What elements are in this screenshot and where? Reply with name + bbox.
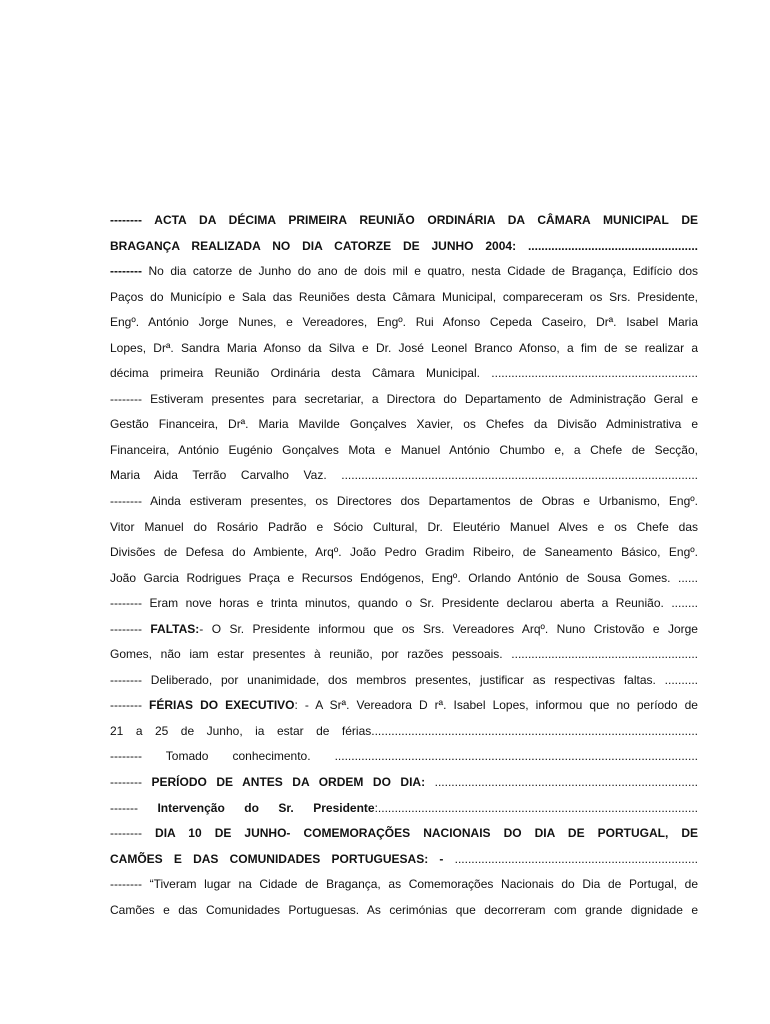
text-run: Vitor Manuel do Rosário Padrão e Sócio Cultural, Dr. Eleutério Manuel Alves e os Chefe das (110, 519, 698, 534)
text-line (110, 719, 698, 745)
text-line (110, 847, 698, 873)
text-run: -------- Deliberado, por unanimidade, dos membros presentes, justificar as respectivas faltas. .......... (110, 672, 698, 687)
text-run: - O Sr. Presidente informou que os Srs. Vereadores Arqº. Nuno Cristovão e Jorge (199, 621, 698, 636)
text-line (110, 336, 698, 362)
text-run: Divisões de Defesa do Ambiente, Arqº. João Pedro Gradim Ribeiro, de Saneamento Básico, Engº. (110, 545, 698, 560)
text-run: Financeira, António Eugénio Gonçalves Mota e Manuel António Chumbo e, a Chefe de Secção, (110, 442, 698, 457)
text-run: -------- (110, 775, 152, 790)
text-line (110, 234, 698, 260)
opening-paragraph (110, 259, 698, 387)
text-run: Camões e das Comunidades Portuguesas. As cerimónias que decorreram com grande dignidade e (110, 902, 698, 917)
opening-time-paragraph (110, 591, 698, 617)
text-run: ............................................................................... (425, 775, 698, 790)
text-run: 21 a 25 de Junho, ia estar de férias.................................................................................................. (110, 723, 698, 738)
text-line (110, 642, 698, 668)
secretaries-paragraph (110, 387, 698, 489)
text-line (110, 566, 698, 592)
bold-text: DIA 10 DE JUNHO- COMEMORAÇÕES NACIONAIS DO DIA DE PORTUGAL, DE (155, 826, 698, 841)
text-run: No dia catorze de Junho do ano de dois mil e quatro, nesta Cidade de Bragança, Edifício dos (141, 264, 698, 279)
deliberado-paragraph (110, 668, 698, 694)
tiveram-paragraph (110, 872, 698, 923)
text-line (110, 693, 698, 719)
text-run: -------- (110, 621, 151, 636)
text-line (110, 259, 698, 285)
directors-paragraph (110, 489, 698, 591)
bold-text: PERÍODO DE ANTES DA ORDEM DO DIA: (151, 775, 426, 790)
text-run: -------- Tomado conhecimento. ............................................................................................................. (110, 749, 698, 764)
text-line (110, 310, 698, 336)
dia-10-heading (110, 821, 698, 872)
text-line (110, 515, 698, 541)
text-run: Maria Aida Terrão Carvalho Vaz. ........................................................................................................... (110, 468, 698, 483)
text-run: -------- Ainda estiveram presentes, os Directores dos Departamentos de Obras e Urbanismo, Engº. (110, 494, 698, 509)
bold-text: CAMÕES E DAS COMUNIDADES PORTUGUESAS: - (110, 851, 444, 866)
text-run: décima primeira Reunião Ordinária desta Câmara Municipal. .............................................................. (110, 366, 698, 381)
document-page (110, 208, 698, 923)
text-line (110, 821, 698, 847)
text-run: -------- Eram nove horas e trinta minutos, quando o Sr. Presidente declarou aberta a Reunião. ........ (110, 596, 698, 611)
text-run: Paços do Município e Sala das Reuniões desta Câmara Municipal, compareceram os Srs. Presidente, (110, 289, 698, 304)
text-line (110, 898, 698, 924)
text-run: Lopes, Drª. Sandra Maria Afonso da Silva e Dr. José Leonel Branco Afonso, a fim de se realizar a (110, 340, 698, 355)
text-run: :................................................................................................ (374, 800, 698, 815)
text-line (110, 412, 698, 438)
bold-text: FALTAS: (150, 621, 200, 636)
text-line (110, 285, 698, 311)
text-run: Gomes, não iam estar presentes à reunião, por razões pessoais. ........................................................ (110, 647, 698, 662)
intervencao-paragraph (110, 796, 698, 822)
text-line (110, 770, 698, 796)
bold-text: -------- (110, 264, 142, 279)
text-line (110, 744, 698, 770)
periodo-paragraph (110, 770, 698, 796)
text-run: João Garcia Rodrigues Praça e Recursos Endógenos, Engº. Orlando António de Sousa Gomes. ...... (110, 570, 698, 585)
text-run: -------- (110, 698, 150, 713)
text-run: ------- (110, 800, 158, 815)
text-line (110, 591, 698, 617)
text-run: ......................................................................... (443, 851, 698, 866)
text-run: -------- (110, 826, 156, 841)
text-line (110, 463, 698, 489)
text-run: -------- “Tiveram lugar na Cidade de Bragança, as Comemorações Nacionais do Dia de Portugal, de (110, 877, 698, 892)
text-run: -------- Estiveram presentes para secretariar, a Directora do Departamento de Administração Geral e (110, 391, 698, 406)
bold-text: BRAGANÇA REALIZADA NO DIA CATORZE DE JUNHO 2004: ................................................... (110, 238, 698, 253)
text-line (110, 438, 698, 464)
tomado-paragraph (110, 744, 698, 770)
text-line (110, 361, 698, 387)
text-run: : - A Srª. Vereadora D rª. Isabel Lopes, informou que no período de (294, 698, 698, 713)
text-line (110, 617, 698, 643)
ferias-paragraph (110, 693, 698, 744)
text-line (110, 387, 698, 413)
bold-text: Intervenção do Sr. Presidente (157, 800, 375, 815)
text-line (110, 668, 698, 694)
text-run: Gestão Financeira, Drª. Maria Mavilde Gonçalves Xavier, os Chefes da Divisão Administrativa e (110, 417, 698, 432)
faltas-paragraph (110, 617, 698, 668)
text-line (110, 489, 698, 515)
text-run: Engº. António Jorge Nunes, e Vereadores, Engº. Rui Afonso Cepeda Caseiro, Drª. Isabel Maria (110, 315, 698, 330)
text-line (110, 872, 698, 898)
text-line (110, 540, 698, 566)
text-line (110, 208, 698, 234)
bold-text: FÉRIAS DO EXECUTIVO (149, 698, 295, 713)
text-line (110, 796, 698, 822)
bold-text: -------- ACTA DA DÉCIMA PRIMEIRA REUNIÃO ORDINÁRIA DA CÂMARA MUNICIPAL DE (110, 213, 698, 227)
acta-title (110, 208, 698, 259)
